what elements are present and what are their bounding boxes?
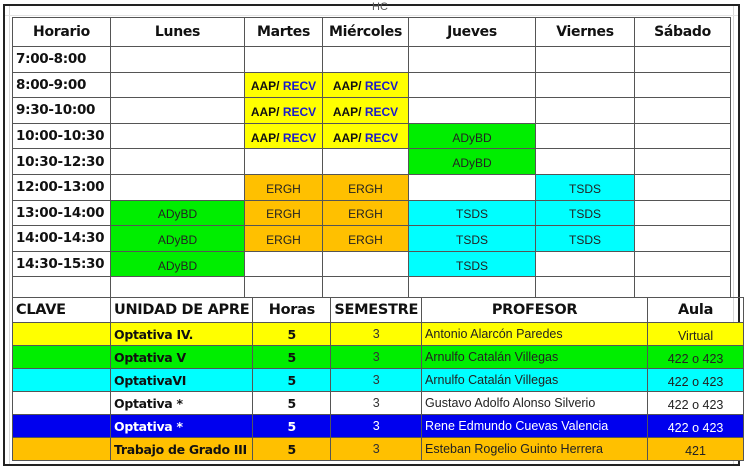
subject-row	[13, 438, 744, 461]
empty-cell[interactable]	[323, 277, 409, 298]
subjects-table	[12, 297, 744, 461]
recv-label: RECV	[279, 130, 317, 145]
schedule-cell[interactable]	[111, 72, 245, 98]
schedule-table	[12, 17, 731, 298]
schedule-cell[interactable]	[635, 149, 731, 175]
schedule-row	[13, 123, 731, 149]
schedule-cell[interactable]	[635, 200, 731, 226]
schedule-cell-tsds[interactable]: TSDS	[536, 200, 635, 226]
schedule-header-row	[13, 18, 731, 47]
schedule-cell[interactable]	[635, 47, 731, 73]
header-martes[interactable]: Martes	[245, 18, 323, 47]
schedule-cell[interactable]	[635, 251, 731, 277]
unidad-cell[interactable]: Trabajo de Grado III	[111, 438, 253, 461]
header-lunes[interactable]: Lunes	[111, 18, 245, 47]
schedule-cell[interactable]	[536, 72, 635, 98]
schedule-cell[interactable]	[245, 47, 323, 73]
schedule-cell[interactable]	[536, 123, 635, 149]
schedule-cell-ergh[interactable]: ERGH	[323, 226, 409, 252]
schedule-cell-ergh[interactable]: ERGH	[245, 200, 323, 226]
profesor-cell[interactable]: Arnulfo Catalán Villegas	[422, 369, 648, 392]
header-jueves[interactable]: Jueves	[409, 18, 536, 47]
clave-cell[interactable]	[13, 438, 111, 461]
schedule-cell[interactable]	[111, 98, 245, 124]
schedule-cell[interactable]	[536, 251, 635, 277]
time-cell[interactable]: 9:30-10:00	[13, 98, 111, 124]
empty-cell[interactable]	[409, 277, 536, 298]
semestre-cell[interactable]: 3	[331, 392, 422, 415]
aap-label: AAP/	[250, 130, 280, 145]
schedule-cell[interactable]	[409, 174, 536, 200]
subject-row	[13, 323, 744, 346]
header-horas[interactable]: Horas	[253, 298, 331, 323]
aula-cell[interactable]: Virtual	[648, 323, 744, 346]
header-horario[interactable]: Horario	[13, 18, 111, 47]
schedule-cell-tsds[interactable]: TSDS	[409, 226, 536, 252]
schedule-cell[interactable]	[409, 72, 536, 98]
schedule-cell[interactable]	[536, 98, 635, 124]
schedule-cell[interactable]	[635, 174, 731, 200]
unidad-cell[interactable]: Optativa *	[111, 415, 253, 438]
semestre-cell[interactable]: 3	[331, 323, 422, 346]
profesor-cell[interactable]: Esteban Rogelio Guinto Herrera	[422, 438, 648, 461]
header-profesor[interactable]: PROFESOR	[422, 298, 648, 323]
header-clave[interactable]: CLAVE	[13, 298, 111, 323]
schedule-cell-aap[interactable]	[323, 72, 409, 98]
aap-label: AAP/	[332, 104, 362, 119]
clave-cell[interactable]	[13, 346, 111, 369]
time-cell[interactable]: 10:00-10:30	[13, 123, 111, 149]
horas-cell[interactable]: 5	[253, 415, 331, 438]
schedule-cell[interactable]	[323, 251, 409, 277]
schedule-row	[13, 149, 731, 175]
recv-label: RECV	[279, 79, 317, 94]
schedule-cell[interactable]	[536, 47, 635, 73]
unidad-cell[interactable]: Optativa V	[111, 346, 253, 369]
horas-cell[interactable]: 5	[253, 369, 331, 392]
clave-cell[interactable]	[13, 415, 111, 438]
schedule-cell[interactable]	[409, 47, 536, 73]
clave-cell[interactable]	[13, 392, 111, 415]
subject-row	[13, 346, 744, 369]
schedule-cell-ergh[interactable]: ERGH	[323, 174, 409, 200]
time-cell[interactable]: 10:30-12:30	[13, 149, 111, 175]
schedule-cell-adybd[interactable]: ADyBD	[111, 251, 245, 277]
aap-label: AAP/	[332, 130, 362, 145]
aula-cell[interactable]: 422 o 423	[648, 392, 744, 415]
schedule-cell[interactable]	[245, 251, 323, 277]
unidad-cell[interactable]: Optativa *	[111, 392, 253, 415]
schedule-cell-aap[interactable]	[323, 123, 409, 149]
sheet-top-label: HC	[372, 1, 388, 13]
horas-cell[interactable]: 5	[253, 392, 331, 415]
unidad-cell[interactable]: Optativa IV.	[111, 323, 253, 346]
schedule-cell-tsds[interactable]: TSDS	[536, 226, 635, 252]
subject-row	[13, 392, 744, 415]
horas-cell[interactable]: 5	[253, 438, 331, 461]
semestre-cell[interactable]: 3	[331, 346, 422, 369]
time-cell[interactable]: 7:00-8:00	[13, 47, 111, 73]
schedule-cell-tsds[interactable]: TSDS	[409, 200, 536, 226]
header-aula[interactable]: Aula	[648, 298, 744, 323]
schedule-spacer-row	[13, 277, 731, 298]
horas-cell[interactable]: 5	[253, 346, 331, 369]
header-viernes[interactable]: Viernes	[536, 18, 635, 47]
semestre-cell[interactable]: 3	[331, 415, 422, 438]
schedule-row	[13, 174, 731, 200]
aap-label: AAP/	[250, 79, 280, 94]
schedule-cell[interactable]	[323, 47, 409, 73]
schedule-cell-adybd[interactable]: ADyBD	[111, 200, 245, 226]
schedule-cell-tsds[interactable]: TSDS	[536, 174, 635, 200]
gridline	[5, 15, 738, 16]
schedule-cell-aap[interactable]	[323, 98, 409, 124]
horas-cell[interactable]: 5	[253, 323, 331, 346]
header-unidad[interactable]: UNIDAD DE APRE	[111, 298, 253, 323]
schedule-row	[13, 251, 731, 277]
header-sabado[interactable]: Sábado	[635, 18, 731, 47]
clave-cell[interactable]	[13, 323, 111, 346]
profesor-cell[interactable]: Rene Edmundo Cuevas Valencia	[422, 415, 648, 438]
aula-cell[interactable]: 422 o 423	[648, 415, 744, 438]
aap-label: AAP/	[332, 79, 362, 94]
schedule-cell[interactable]	[635, 72, 731, 98]
schedule-cell-adybd[interactable]: ADyBD	[409, 123, 536, 149]
schedule-row	[13, 72, 731, 98]
empty-cell[interactable]	[536, 277, 635, 298]
schedule-row	[13, 200, 731, 226]
profesor-cell[interactable]: Arnulfo Catalán Villegas	[422, 346, 648, 369]
aap-label: AAP/	[250, 104, 280, 119]
schedule-cell[interactable]	[635, 98, 731, 124]
semestre-cell[interactable]: 3	[331, 438, 422, 461]
time-cell[interactable]: 8:00-9:00	[13, 72, 111, 98]
recv-label: RECV	[361, 130, 399, 145]
schedule-cell-adybd[interactable]: ADyBD	[111, 226, 245, 252]
subject-row	[13, 369, 744, 392]
schedule-cell-ergh[interactable]: ERGH	[245, 174, 323, 200]
schedule-cell[interactable]	[536, 149, 635, 175]
empty-cell[interactable]	[245, 277, 323, 298]
recv-label: RECV	[361, 79, 399, 94]
header-miercoles[interactable]: Miércoles	[323, 18, 409, 47]
schedule-row	[13, 226, 731, 252]
schedule-cell[interactable]	[111, 174, 245, 200]
time-cell[interactable]: 14:00-14:30	[13, 226, 111, 252]
schedule-cell[interactable]	[635, 123, 731, 149]
recv-label: RECV	[361, 104, 399, 119]
semestre-cell[interactable]: 3	[331, 369, 422, 392]
schedule-cell-aap[interactable]	[245, 98, 323, 124]
unidad-cell[interactable]: OptativaVI	[111, 369, 253, 392]
schedule-cell-ergh[interactable]: ERGH	[323, 200, 409, 226]
profesor-cell[interactable]: Gustavo Adolfo Alonso Silverio	[422, 392, 648, 415]
time-cell[interactable]: 12:00-13:00	[13, 174, 111, 200]
schedule-cell-tsds[interactable]: TSDS	[409, 251, 536, 277]
header-semestre[interactable]: SEMESTRE	[331, 298, 422, 323]
schedule-row	[13, 98, 731, 124]
schedule-cell[interactable]	[111, 149, 245, 175]
schedule-cell[interactable]	[111, 47, 245, 73]
schedule-cell-adybd[interactable]: ADyBD	[409, 149, 536, 175]
aula-cell[interactable]: 422 o 423	[648, 346, 744, 369]
aula-cell[interactable]: 422 o 423	[648, 369, 744, 392]
clave-cell[interactable]	[13, 369, 111, 392]
schedule-cell[interactable]	[635, 226, 731, 252]
schedule-cell-aap[interactable]	[245, 123, 323, 149]
schedule-cell[interactable]	[111, 123, 245, 149]
schedule-cell[interactable]	[245, 149, 323, 175]
time-cell[interactable]: 13:00-14:00	[13, 200, 111, 226]
subjects-header-row	[13, 298, 744, 323]
aula-cell[interactable]: 421	[648, 438, 744, 461]
schedule-cell[interactable]	[409, 98, 536, 124]
recv-label: RECV	[279, 104, 317, 119]
empty-cell[interactable]	[13, 277, 111, 298]
schedule-cell-ergh[interactable]: ERGH	[245, 226, 323, 252]
subject-row	[13, 415, 744, 438]
schedule-cell[interactable]	[323, 149, 409, 175]
empty-cell[interactable]	[635, 277, 731, 298]
gridline	[9, 6, 10, 464]
empty-cell[interactable]	[111, 277, 245, 298]
schedule-cell-aap[interactable]	[245, 72, 323, 98]
profesor-cell[interactable]: Antonio Alarcón Paredes	[422, 323, 648, 346]
schedule-row	[13, 47, 731, 73]
time-cell[interactable]: 14:30-15:30	[13, 251, 111, 277]
